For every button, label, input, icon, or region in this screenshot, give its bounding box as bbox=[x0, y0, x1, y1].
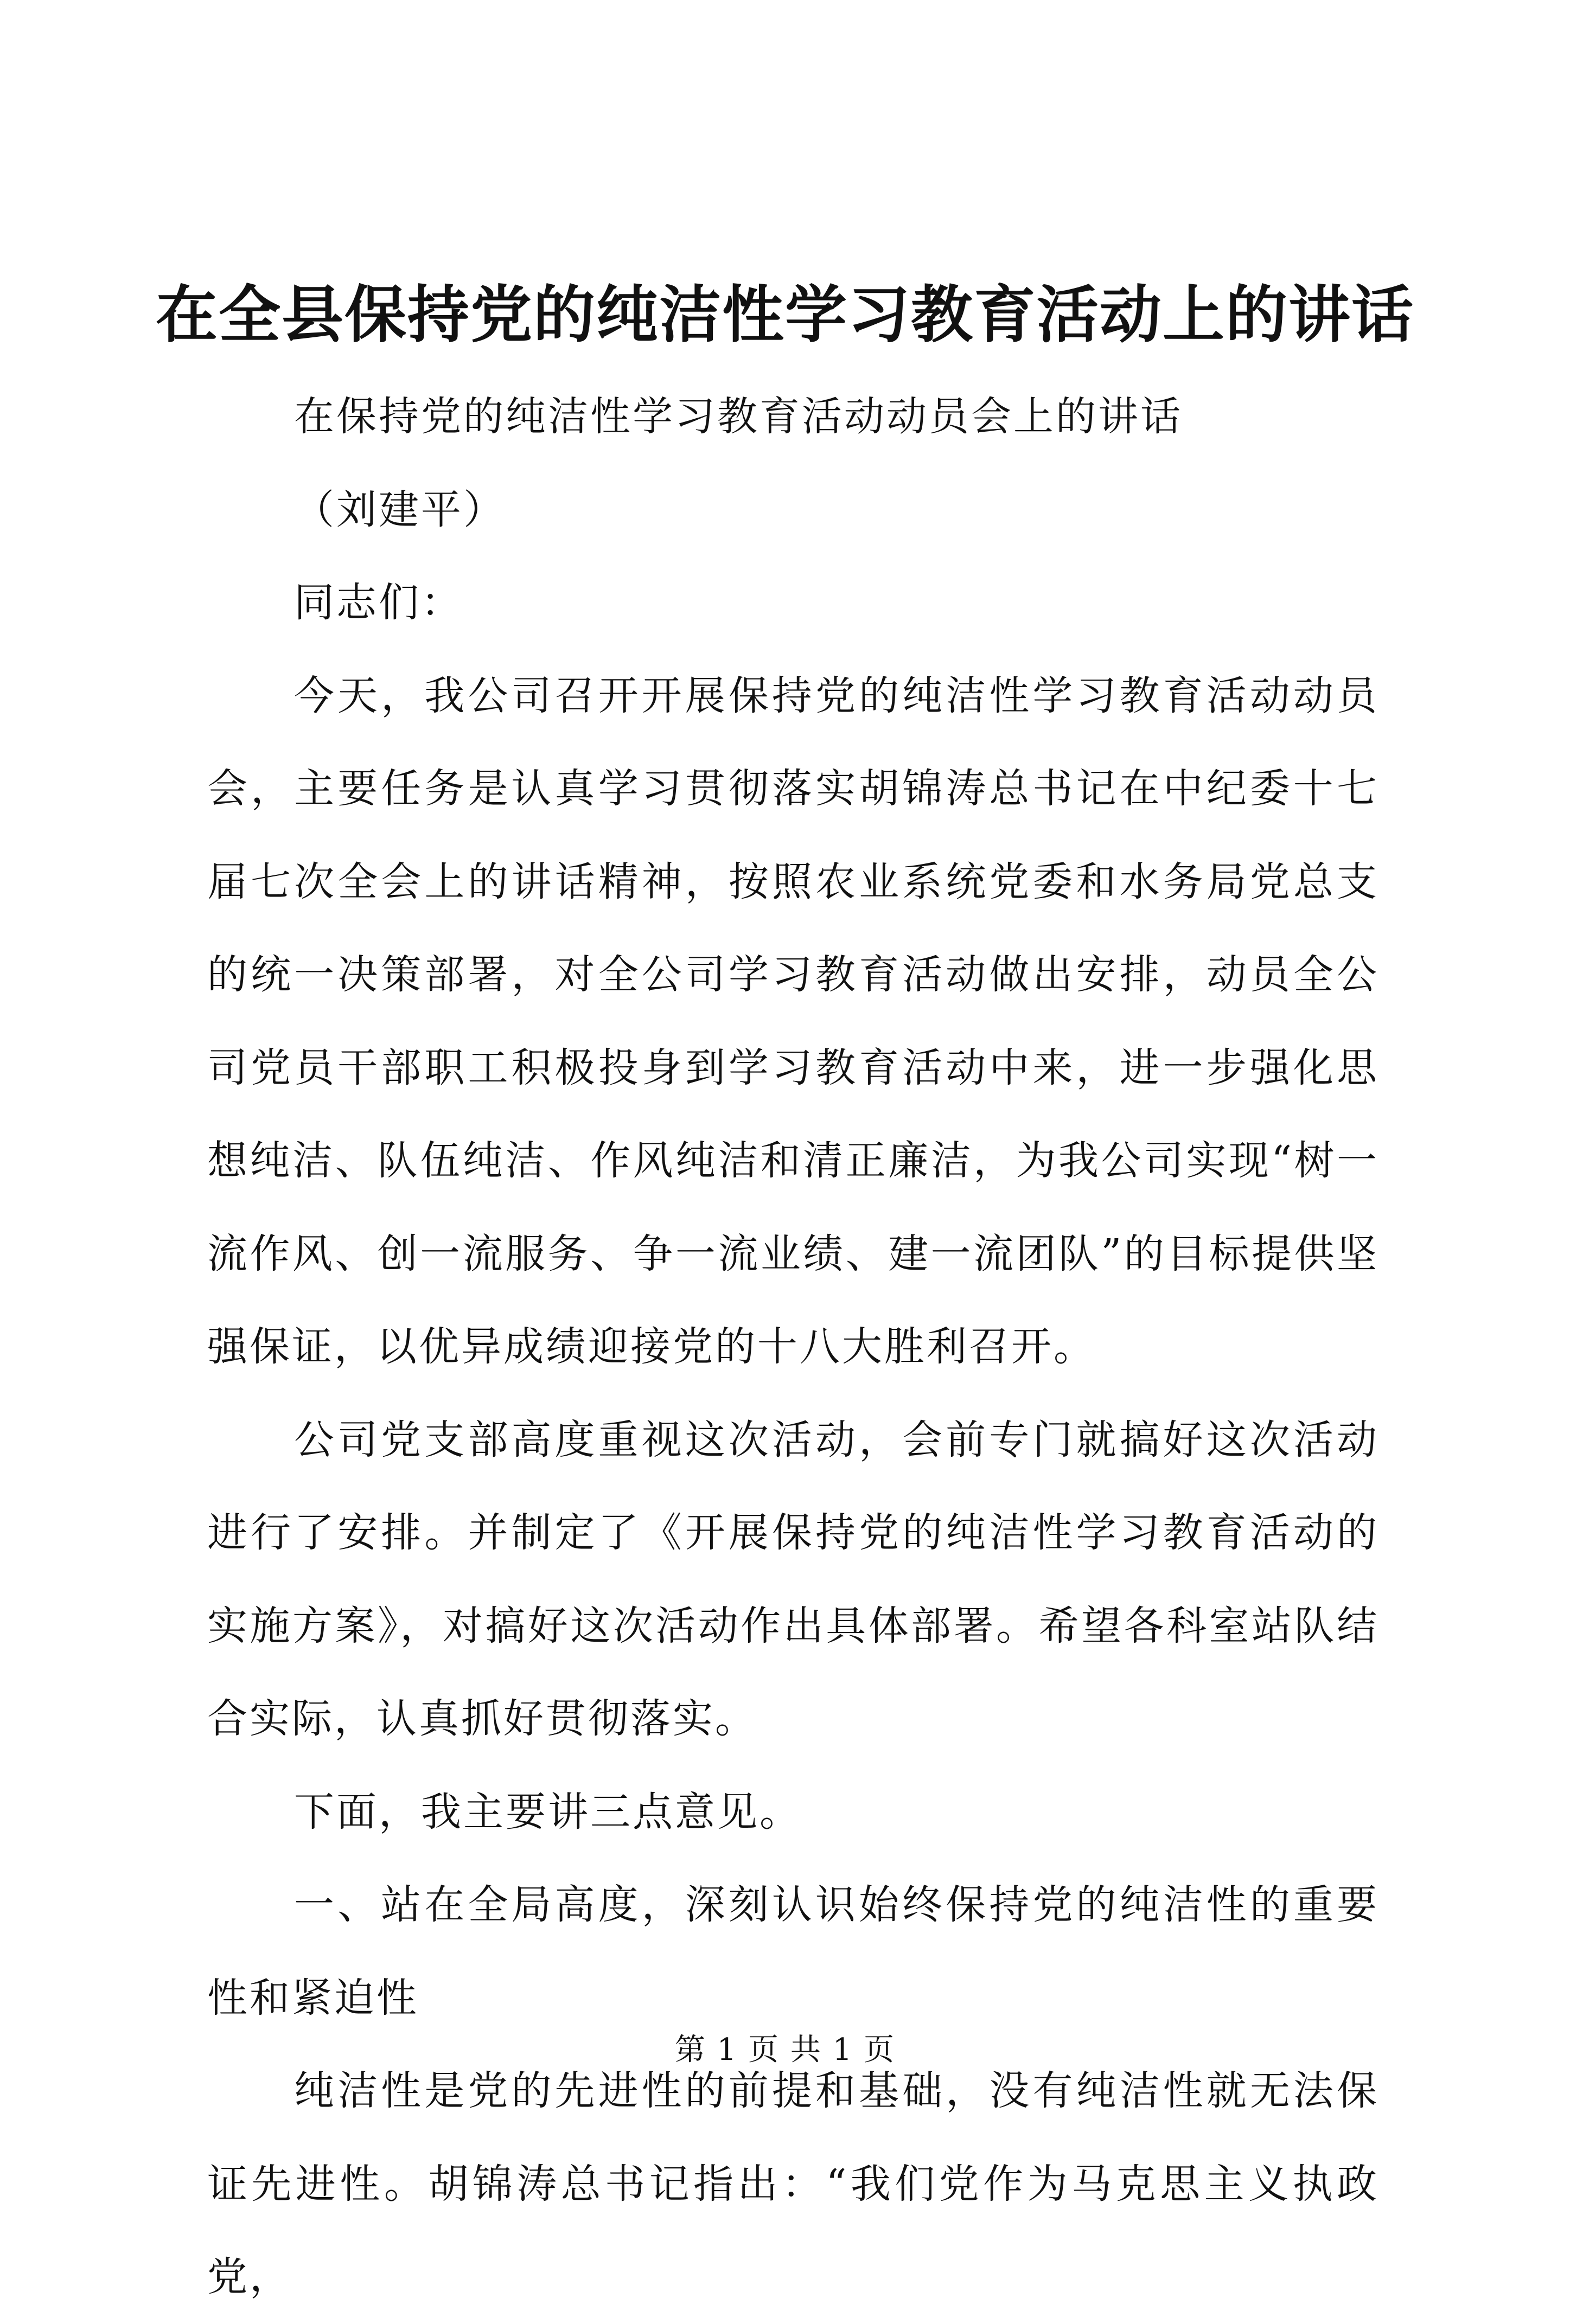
speaker-paragraph: （刘建平） bbox=[294, 486, 506, 533]
subtitle-paragraph: 在保持党的纯洁性学习教育活动动员会上的讲话 bbox=[294, 393, 1183, 440]
body-paragraph: 今天，我公司召开开展保持党的纯洁性学习教育活动动员会，主要任务是认真学习贯彻落实胡锦涛总书记在中纪委十七届七次全会上的讲话精神，按照农业系统党委和水务局党总支的统一决策部署，对全公司学习教育活动做出安排，动员全公司党员干部职工积极投身到学习教育活动中来，进一步强化思想纯洁、队伍纯洁、作风纯洁和清正廉洁，为我公司实现“树一流作风、创一流服务、争一流业绩、建一流团队”的目标提供坚强保证，以优异成绩迎接党的十八大胜利召开。 bbox=[207, 672, 1379, 1370]
salutation-paragraph: 同志们： bbox=[294, 579, 463, 626]
document-title: 在全县保持党的纯洁性学习教育活动上的讲话 bbox=[155, 278, 1414, 351]
body-paragraph: 公司党支部高度重视这次活动，会前专门就搞好这次活动进行了安排。并制定了《开展保持党的纯洁性学习教育活动的实施方案》，对搞好这次活动作出具体部署。希望各科室站队结合实际，认真抓好贯彻落实。 bbox=[207, 1416, 1379, 1742]
body-paragraph: 下面，我主要讲三点意见。 bbox=[294, 1788, 802, 1835]
page-footer: 第 1 页 共 1 页 bbox=[674, 2032, 896, 2067]
section-heading-paragraph: 一、站在全局高度，深刻认识始终保持党的纯洁性的重要性和紧迫性 bbox=[207, 1881, 1379, 2021]
body-paragraph: 纯洁性是党的先进性的前提和基础，没有纯洁性就无法保证先进性。胡锦涛总书记指出：“我们党作为马克思主义执政党， bbox=[207, 2067, 1379, 2300]
